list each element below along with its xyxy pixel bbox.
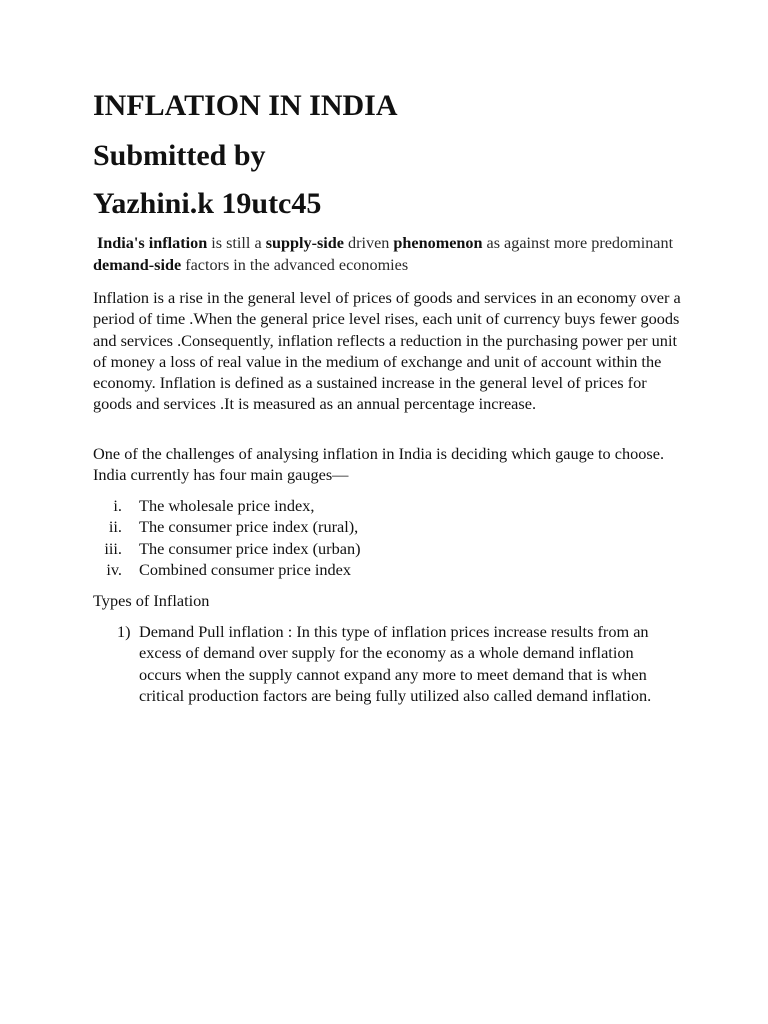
submitted-by-label: Submitted by: [93, 139, 266, 172]
definition-paragraph: Inflation is a rise in the general level of prices of goods and services in an economy over a period of time .When the general price level rises, each unit of currency buys fewer goods and services .Consequently, inflation reflects a reduction in the purchasing power per unit of money a loss of real value in the medium of exchange and unit of account within the economy. Inflation is defined as a sustained increase in the general level of prices for goods and services .It is measured as an annual percentage increase.: [93, 288, 681, 414]
intro-bold-demand-side: demand-side: [93, 255, 182, 274]
list-item: [80, 495, 361, 516]
list-item-number: ii.: [108, 517, 122, 537]
types-heading: Types of Inflation: [93, 591, 210, 610]
list-item: [80, 516, 361, 537]
intro-text: as against more predominant: [482, 234, 674, 252]
gauges-list: [80, 495, 361, 580]
list-item-number: 1): [117, 622, 131, 641]
intro-text: factors in the advanced economies: [181, 255, 409, 274]
list-item-number: iii.: [104, 538, 122, 558]
list-item: [80, 538, 361, 559]
intro-bold-supply-side: supply-side: [265, 234, 344, 252]
author-line: Yazhini.k 19utc45: [93, 187, 322, 220]
intro-paragraph: [93, 233, 693, 276]
document-title: INFLATION IN INDIA: [93, 89, 398, 122]
intro-bold-india-inflation: India's inflation: [97, 234, 208, 252]
list-item-number: iv.: [106, 559, 122, 579]
list-item-text: Combined consumer price index: [139, 559, 352, 579]
list-item-text: The wholesale price index,: [139, 496, 315, 515]
types-list: [117, 621, 657, 706]
list-item-text: Demand Pull inflation : In this type of inflation prices increase results from an excess of demand over supply for the economy as a whole demand inflation occurs when the supply cannot expand any more to meet demand that is when critical production factors are being fully utilized also called demand inflation.: [139, 622, 652, 705]
intro-bold-phenomenon: phenomenon: [393, 234, 483, 252]
gauges-intro-paragraph: One of the challenges of analysing inflation in India is deciding which gauge to choose. India currently has four main gauges—: [93, 444, 665, 485]
intro-text: driven: [343, 234, 394, 252]
intro-text: is still a: [207, 234, 266, 252]
list-item-text: The consumer price index (urban): [139, 538, 361, 558]
list-item: [80, 559, 361, 580]
list-item-number: i.: [113, 496, 122, 515]
list-item: [117, 621, 657, 706]
list-item-text: The consumer price index (rural),: [139, 517, 359, 537]
